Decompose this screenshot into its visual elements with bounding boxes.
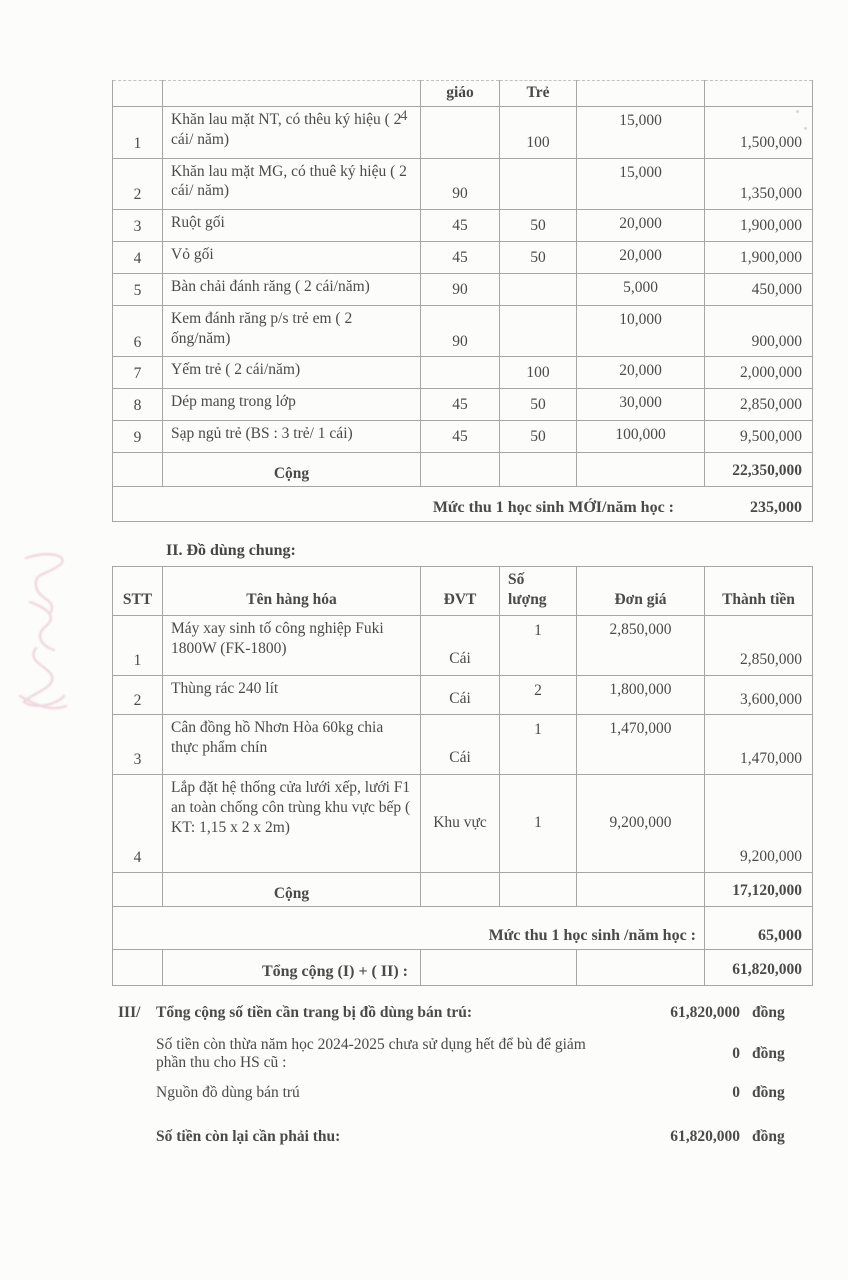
summary-line-total-needed [118,1004,794,1022]
cell-dvt: Cái [421,675,500,715]
page-number: 4 [400,108,408,124]
cell-tre [500,273,577,305]
empty-cell [421,949,577,985]
table-row [113,675,813,715]
cell-name: Sạp ngủ trẻ (BS : 3 trẻ/ 1 cái) [163,421,421,453]
cell-don-gia: 20,000 [577,242,705,274]
cell-stt: 5 [113,273,163,305]
summary-line-remaining [118,1128,794,1146]
empty-header-cell [577,81,705,107]
empty-header-cell [163,81,421,107]
cell-name: Máy xay sinh tố công nghiệp Fuki 1800W (FK-1800) [163,615,421,675]
empty-cell [500,452,577,486]
summary-line-value: 0 [732,1083,740,1101]
cell-thanh-tien: 9,500,000 [705,421,813,453]
cell-so-luong: 1 [500,775,577,872]
table1-mucthu-row [113,486,813,521]
table2-mucthu-label: Mức thu 1 học sinh /năm học : [113,906,705,949]
cell-stt: 2 [113,675,163,715]
table-row [113,615,813,675]
empty-cell [113,452,163,486]
cell-thanh-tien: 900,000 [705,305,813,357]
cell-name: Khăn lau mặt NT, có thêu ký hiệu ( 2 cái/ năm) [163,107,421,159]
summary-line-unit: đồng [752,1003,785,1021]
cell-stt: 9 [113,421,163,453]
table-row [113,242,813,274]
cell-so-luong: 1 [500,715,577,775]
summary-line-source [118,1084,794,1102]
summary-line-text: Số tiền còn thừa năm học 2024-2025 chưa sử dụng hết để bù để giảm phần thu cho HS cũ : [156,1035,586,1071]
cell-tre: 50 [500,389,577,421]
cell-name: Kem đánh răng p/s trẻ em ( 2 ống/năm) [163,305,421,357]
table2-mucthu-value: 65,000 [705,906,813,949]
cell-name: Cân đồng hồ Nhơn Hòa 60kg chia thực phẩm chín [163,715,421,775]
cell-don-gia: 2,850,000 [577,615,705,675]
table1-mucthu-value: 235,000 [750,499,802,517]
empty-cell [577,872,705,906]
table-row [113,273,813,305]
table2-cong-value: 17,120,000 [705,872,813,906]
cell-stt: 6 [113,305,163,357]
table2-header-row [113,566,813,615]
table1-cong-label: Cộng [163,452,421,486]
cell-tre: 100 [500,357,577,389]
column-header-giao: giáo [421,81,500,107]
section3-summary [118,1004,794,1146]
cell-stt: 3 [113,210,163,242]
cell-stt: 4 [113,775,163,872]
cell-don-gia: 100,000 [577,421,705,453]
table-row [113,158,813,210]
cell-name: Dép mang trong lớp [163,389,421,421]
cell-stt: 2 [113,158,163,210]
table1-summary [113,452,813,521]
cell-name: Thùng rác 240 lít [163,675,421,715]
cell-tre: 50 [500,242,577,274]
empty-cell [577,949,705,985]
table2-mucthu-row [113,906,813,949]
section2-heading: II. Đồ dùng chung: [166,541,296,559]
cell-thanh-tien: 1,350,000 [705,158,813,210]
empty-cell [577,452,705,486]
table-row [113,421,813,453]
summary-line-value: 61,820,000 [670,1127,740,1145]
cell-don-gia: 20,000 [577,210,705,242]
empty-header-cell [113,81,163,107]
cell-giao: 45 [421,210,500,242]
cell-giao: 90 [421,273,500,305]
cell-so-luong: 1 [500,615,577,675]
cell-giao: 90 [421,305,500,357]
cell-stt: 4 [113,242,163,274]
table-row [113,107,813,159]
cell-don-gia: 15,000 [577,158,705,210]
empty-cell [113,949,163,985]
table-row [113,775,813,872]
cell-thanh-tien: 450,000 [705,273,813,305]
cell-don-gia: 9,200,000 [577,775,705,872]
cell-don-gia: 15,000 [577,107,705,159]
table-row [113,715,813,775]
cell-stt: 1 [113,615,163,675]
grand-total-value: 61,820,000 [705,949,813,985]
cell-name: Ruột gối [163,210,421,242]
cell-dvt: Cái [421,615,500,675]
table-row [113,305,813,357]
cell-giao: 45 [421,421,500,453]
scan-speck [804,127,807,130]
summary-line-value: 0 [732,1044,740,1062]
cell-thanh-tien: 3,600,000 [705,675,813,715]
summary-line-text: Nguồn đồ dùng bán trú [156,1083,300,1101]
cell-stt: 3 [113,715,163,775]
cell-name: Yếm trẻ ( 2 cái/năm) [163,357,421,389]
cell-dvt: Cái [421,715,500,775]
grand-total-row [113,949,813,985]
summary-line-text: Tổng cộng số tiền cần trang bị đồ dùng bán trú: [156,1003,473,1021]
table2-cong-label: Cộng [163,872,421,906]
cell-thanh-tien: 2,850,000 [705,389,813,421]
cell-tre: 100 [500,107,577,159]
empty-cell [421,452,500,486]
cell-name: Vỏ gối [163,242,421,274]
cell-thanh-tien: 9,200,000 [705,775,813,872]
cell-name: Bàn chải đánh răng ( 2 cái/năm) [163,273,421,305]
cell-don-gia: 5,000 [577,273,705,305]
empty-cell [421,872,500,906]
column-header-stt: STT [113,566,163,615]
cell-tre: 50 [500,210,577,242]
summary-line-unit: đồng [752,1127,785,1145]
cell-thanh-tien: 2,850,000 [705,615,813,675]
grand-total-label: Tổng cộng (I) + ( II) : [163,949,421,985]
table1-partial-header-row [113,81,813,107]
summary-line-surplus [118,1036,794,1072]
table1-mucthu-cell [113,486,813,521]
cell-name: Khăn lau mặt MG, có thuê ký hiệu ( 2 cái/ năm) [163,158,421,210]
cell-don-gia: 1,800,000 [577,675,705,715]
cell-giao: 90 [421,158,500,210]
cell-don-gia: 10,000 [577,305,705,357]
cell-so-luong: 2 [500,675,577,715]
table1-cong-row [113,452,813,486]
cell-name: Lắp đặt hệ thống cửa lưới xếp, lưới F1 an toàn chống côn trùng khu vực bếp ( KT: 1,15 x 2 x 2m) [163,775,421,872]
supplies-table-shared [112,566,813,986]
cell-stt: 7 [113,357,163,389]
table1-body [113,107,813,453]
cell-thanh-tien: 1,900,000 [705,210,813,242]
column-header-tre: Trẻ [500,81,577,107]
pink-stamp-artifact [6,546,78,721]
cell-don-gia: 20,000 [577,357,705,389]
section3-roman-label: III/ [118,1003,141,1021]
table-row [113,357,813,389]
table2-summary [113,872,813,985]
cell-giao: 45 [421,389,500,421]
cell-stt: 1 [113,107,163,159]
table1-cong-value: 22,350,000 [705,452,813,486]
cell-giao [421,357,500,389]
column-header-thanh-tien: Thành tiền [705,566,813,615]
cell-tre: 50 [500,421,577,453]
cell-tre [500,158,577,210]
summary-line-value: 61,820,000 [670,1003,740,1021]
table-row [113,210,813,242]
empty-cell [113,872,163,906]
column-header-don-gia: Đơn giá [577,566,705,615]
summary-line-text: Số tiền còn lại cần phải thu: [156,1127,341,1145]
table2-cong-row [113,872,813,906]
column-header-dvt: ĐVT [421,566,500,615]
cell-giao: 45 [421,242,500,274]
table1-mucthu-label: Mức thu 1 học sinh MỚI/năm học : [432,499,674,517]
cell-dvt: Khu vực [421,775,500,872]
cell-don-gia: 30,000 [577,389,705,421]
empty-cell [500,872,577,906]
scan-speck [796,110,799,113]
summary-line-unit: đồng [752,1044,785,1062]
cell-giao [421,107,500,159]
cell-tre [500,305,577,357]
column-header-name: Tên hàng hóa [163,566,421,615]
empty-header-cell [705,81,813,107]
cell-stt: 8 [113,389,163,421]
supplies-table-individual [112,80,813,522]
summary-line-unit: đồng [752,1083,785,1101]
cell-thanh-tien: 2,000,000 [705,357,813,389]
cell-don-gia: 1,470,000 [577,715,705,775]
cell-thanh-tien: 1,500,000 [705,107,813,159]
cell-thanh-tien: 1,470,000 [705,715,813,775]
cell-thanh-tien: 1,900,000 [705,242,813,274]
column-header-so-luong: Số lượng [500,566,577,615]
table2-body [113,615,813,872]
table-row [113,389,813,421]
